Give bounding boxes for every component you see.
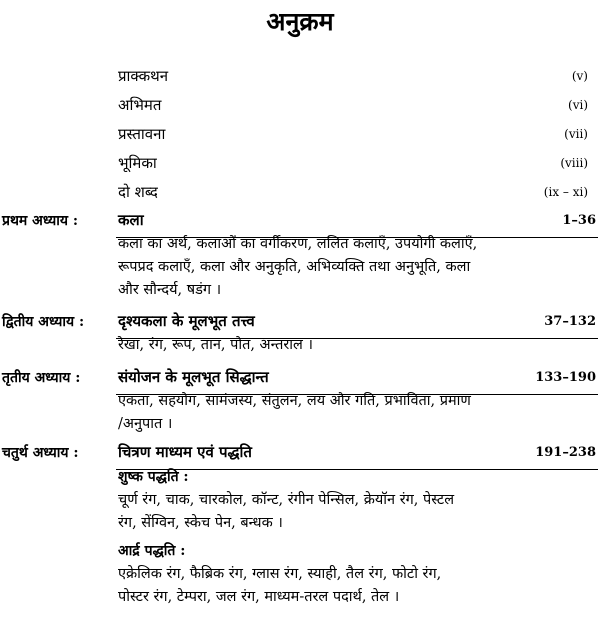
desc-line: पोस्टर रंग, टेम्परा, जल रंग, माध्यम-तरल पदार्थ, तेल । bbox=[118, 589, 400, 605]
desc-line: रेखा, रंग, रूप, तान, पोत, अन्तराल । bbox=[118, 337, 313, 353]
chapter-3 bbox=[2, 364, 596, 436]
chapter-number: तृतीय अध्याय : bbox=[2, 369, 81, 386]
subsection-description-dry bbox=[118, 489, 596, 535]
chapter-title: कला bbox=[118, 211, 144, 229]
title-underline bbox=[116, 469, 598, 470]
entry-pages: (ix – xi) bbox=[543, 185, 588, 199]
chapter-1 bbox=[2, 207, 596, 302]
chapter-description bbox=[118, 390, 596, 436]
title-underline bbox=[116, 237, 598, 238]
chapter-pages: 133–190 bbox=[535, 369, 596, 385]
chapter-pages: 191–238 bbox=[535, 444, 596, 460]
chapter-pages: 1–36 bbox=[562, 212, 596, 228]
entry-pages: (viii) bbox=[560, 156, 588, 170]
desc-line: रंग, सेंग्विन, स्केच पेन, बन्धक । bbox=[118, 515, 283, 531]
entry-pages: (vii) bbox=[564, 127, 588, 141]
desc-line: चूर्ण रंग, चाक, चारकोल, कॉन्ट, रंगीन पेन्सिल, क्रेयॉन रंग, पेस्टल bbox=[118, 492, 455, 508]
page-title: अनुक्रम bbox=[266, 7, 334, 36]
chapter-title: दृश्यकला के मूलभूत तत्त्व bbox=[118, 312, 255, 330]
chapter-header[interactable] bbox=[2, 364, 596, 390]
entry-pages: (vi) bbox=[568, 98, 588, 112]
chapter-header[interactable] bbox=[2, 207, 596, 233]
chapter-title: संयोजन के मूलभूत सिद्धान्त bbox=[118, 368, 269, 386]
subsection-heading-wet: आर्द्र पद्धति : bbox=[118, 543, 186, 559]
chapter-4 bbox=[2, 439, 596, 609]
toc-entry-foreword[interactable] bbox=[118, 64, 588, 88]
desc-line: एकता, सहयोग, सामंजस्य, संतुलन, लय और गति, प्रभाविता, प्रमाण bbox=[118, 393, 471, 409]
entry-label: प्राक्कथन bbox=[118, 67, 169, 85]
chapter-header[interactable] bbox=[2, 308, 596, 334]
entry-label: अभिमत bbox=[118, 96, 162, 114]
desc-line: कला का अर्थ, कलाओं का वर्गीकरण, ललित कलाएँ, उपयोगी कलाएँ, bbox=[118, 236, 478, 252]
entry-label: दो शब्द bbox=[118, 183, 158, 201]
desc-line: /अनुपात । bbox=[118, 416, 173, 432]
chapter-header[interactable] bbox=[2, 439, 596, 465]
chapter-number: द्वितीय अध्याय : bbox=[2, 313, 85, 330]
chapter-title: चित्रण माध्यम एवं पद्धति bbox=[118, 443, 252, 461]
desc-line: और सौन्दर्य, षडंग । bbox=[118, 282, 222, 298]
chapter-number: चतुर्थ अध्याय : bbox=[2, 444, 79, 461]
chapter-description bbox=[118, 233, 596, 302]
toc-entry-two-words[interactable] bbox=[118, 180, 588, 204]
subsection-heading-dry: शुष्क पद्धति : bbox=[118, 469, 189, 485]
entry-label: प्रस्तावना bbox=[118, 125, 166, 143]
title-underline bbox=[116, 394, 598, 395]
title-underline bbox=[116, 338, 598, 339]
toc-entry-opinion[interactable] bbox=[118, 93, 588, 117]
desc-line: रूपप्रद कलाएँ, कला और अनुकृति, अभिव्यक्ति तथा अनुभूति, कला bbox=[118, 259, 471, 275]
toc-entry-preface[interactable] bbox=[118, 122, 588, 146]
chapter-pages: 37–132 bbox=[544, 313, 596, 329]
entry-label: भूमिका bbox=[118, 154, 157, 172]
toc-entry-introduction[interactable] bbox=[118, 151, 588, 175]
chapter-number: प्रथम अध्याय : bbox=[2, 212, 79, 229]
subsection-description-wet bbox=[118, 563, 596, 609]
entry-pages: (v) bbox=[571, 69, 588, 83]
desc-line: एक्रेलिक रंग, फैब्रिक रंग, ग्लास रंग, स्याही, तैल रंग, फोटो रंग, bbox=[118, 566, 442, 582]
chapter-2 bbox=[2, 308, 596, 357]
